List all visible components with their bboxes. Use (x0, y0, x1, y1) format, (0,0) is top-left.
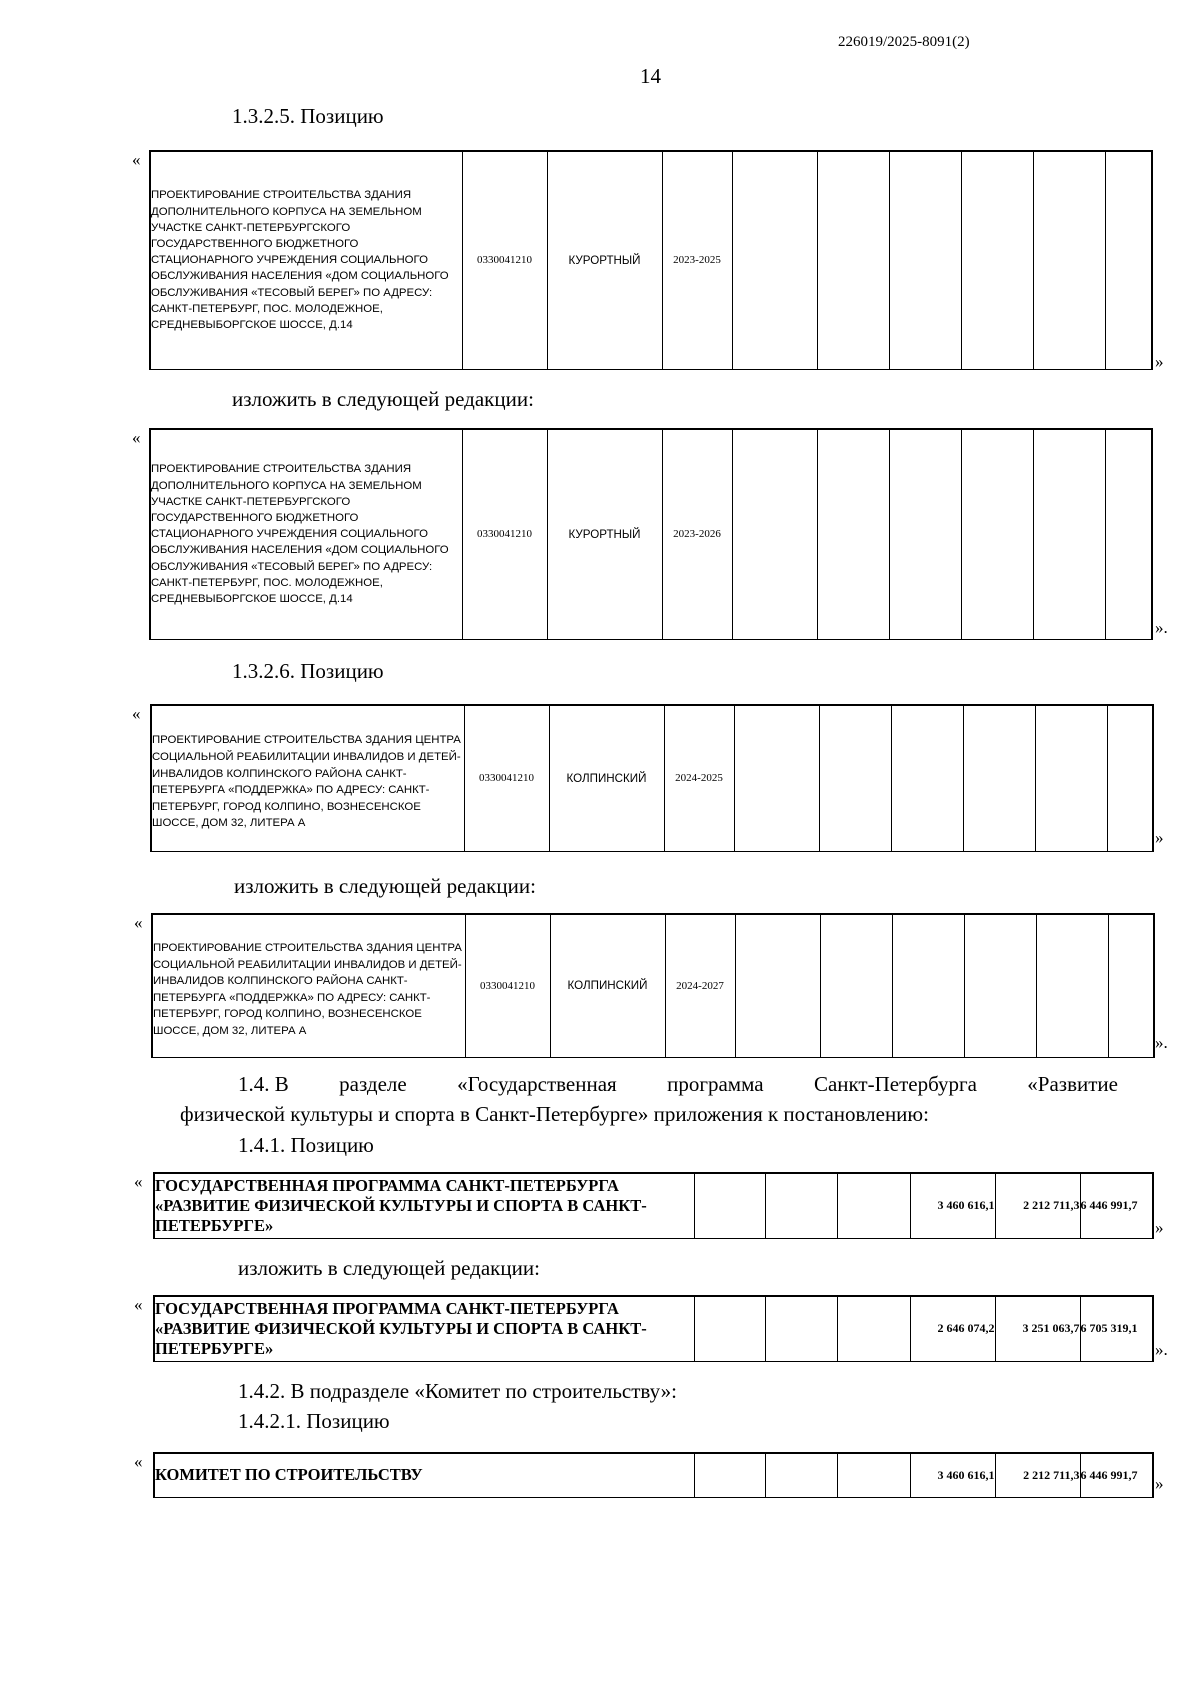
replace-text: изложить в следующей редакции: (238, 1256, 540, 1280)
value-cell: 2 646 074,2 (910, 1296, 995, 1361)
years-cell: 2024-2025 (664, 705, 734, 851)
program-name-cell: ГОСУДАРСТВЕННАЯ ПРОГРАММА САНКТ-ПЕТЕРБУРГА «РАЗВИТИЕ ФИЗИЧЕСКОЙ КУЛЬТУРЫ И СПОРТА В САНКТ-ПЕТЕРБУРГЕ» (154, 1296, 694, 1361)
position-table-revised (149, 428, 1153, 640)
years-cell: 2023-2026 (662, 429, 732, 639)
quote-open: « (134, 1172, 143, 1191)
quote-open: « (134, 1295, 143, 1314)
quote-open: « (134, 1452, 143, 1471)
code-cell: 0330041210 (464, 705, 549, 851)
code-cell: 0330041210 (465, 914, 550, 1057)
object-name-cell: ПРОЕКТИРОВАНИЕ СТРОИТЕЛЬСТВА ЗДАНИЯ ЦЕНТРА СОЦИАЛЬНОЙ РЕАБИЛИТАЦИИ ИНВАЛИДОВ И ДЕТЕЙ-ИНВАЛИДОВ КОЛПИНСКОГО РАЙОНА САНКТ-ПЕТЕРБУРГА «ПОДДЕРЖКА» ПО АДРЕСУ: САНКТ-ПЕТЕРБУРГ, ГОРОД КОЛПИНО, ВОЗНЕСЕНСКОЕ ШОССЕ, ДОМ 32, ЛИТЕРА А (152, 914, 465, 1057)
quote-open: « (132, 150, 141, 169)
quote-close: » (1155, 352, 1164, 371)
section-heading-142: 1.4.2. В подразделе «Комитет по строительству»: (238, 1379, 677, 1403)
object-name-cell: ПРОЕКТИРОВАНИЕ СТРОИТЕЛЬСТВА ЗДАНИЯ ЦЕНТРА СОЦИАЛЬНОЙ РЕАБИЛИТАЦИИ ИНВАЛИДОВ И ДЕТЕЙ-ИНВАЛИДОВ КОЛПИНСКОГО РАЙОНА САНКТ-ПЕТЕРБУРГА «ПОДДЕРЖКА» ПО АДРЕСУ: САНКТ-ПЕТЕРБУРГ, ГОРОД КОЛПИНО, ВОЗНЕСЕНСКОЕ ШОССЕ, ДОМ 32, ЛИТЕРА А (151, 705, 464, 851)
section-heading-1326: 1.3.2.6. Позицию (232, 659, 384, 683)
section-14-line1: 1.4. В разделе «Государственная программа Санкт-Петербурга «Развитие (238, 1072, 1118, 1096)
value-cell: 2 212 711,3 (995, 1453, 1080, 1497)
replace-text: изложить в следующей редакции: (232, 387, 534, 411)
value-cell: 3 460 616,1 (910, 1173, 995, 1238)
value-cell: 6 446 991,7 (1080, 1453, 1153, 1497)
section-14-line2: физической культуры и спорта в Санкт-Петербурге» приложения к постановлению: (180, 1102, 929, 1126)
section-heading-1421: 1.4.2.1. Позицию (238, 1409, 390, 1433)
code-cell: 0330041210 (462, 429, 547, 639)
quote-close: » (1155, 1218, 1164, 1237)
section-heading-141: 1.4.1. Позицию (238, 1133, 374, 1157)
code-cell: 0330041210 (462, 151, 547, 369)
quote-open: « (132, 704, 141, 723)
district-cell: КУРОРТНЫЙ (547, 429, 662, 639)
years-cell: 2023-2025 (662, 151, 732, 369)
quote-close: ». (1155, 1033, 1168, 1052)
quote-close: ». (1155, 1340, 1168, 1359)
position-table-original (150, 704, 1154, 852)
quote-open: « (132, 428, 141, 447)
committee-table (153, 1452, 1154, 1498)
quote-close: » (1155, 828, 1164, 847)
value-cell: 6 446 991,7 (1080, 1173, 1153, 1238)
quote-open: « (134, 913, 143, 932)
replace-text: изложить в следующей редакции: (234, 874, 536, 898)
position-table-revised (151, 913, 1155, 1058)
page-number: 14 (640, 64, 661, 88)
district-cell: КОЛПИНСКИЙ (549, 705, 664, 851)
quote-close: » (1155, 1474, 1164, 1493)
section-heading-1325: 1.3.2.5. Позицию (232, 104, 384, 128)
value-cell: 2 212 711,3 (995, 1173, 1080, 1238)
document-number: 226019/2025-8091(2) (838, 34, 970, 50)
program-name-cell: ГОСУДАРСТВЕННАЯ ПРОГРАММА САНКТ-ПЕТЕРБУРГА «РАЗВИТИЕ ФИЗИЧЕСКОЙ КУЛЬТУРЫ И СПОРТА В САНКТ-ПЕТЕРБУРГЕ» (154, 1173, 694, 1238)
district-cell: КОЛПИНСКИЙ (550, 914, 665, 1057)
quote-close: ». (1155, 618, 1168, 637)
program-table-revised (153, 1295, 1154, 1362)
value-cell: 3 251 063,7 (995, 1296, 1080, 1361)
committee-name-cell: КОМИТЕТ ПО СТРОИТЕЛЬСТВУ (154, 1453, 694, 1497)
object-name-cell: ПРОЕКТИРОВАНИЕ СТРОИТЕЛЬСТВА ЗДАНИЯ ДОПОЛНИТЕЛЬНОГО КОРПУСА НА ЗЕМЕЛЬНОМ УЧАСТКЕ САНКТ-ПЕТЕРБУРГСКОГО ГОСУДАРСТВЕННОГО БЮДЖЕТНОГО СТАЦИОНАРНОГО УЧРЕЖДЕНИЯ СОЦИАЛЬНОГО ОБСЛУЖИВАНИЯ НАСЕЛЕНИЯ «ДОМ СОЦИАЛЬНОГО ОБСЛУЖИВАНИЯ «ТЕСОВЫЙ БЕРЕГ» ПО АДРЕСУ: САНКТ-ПЕТЕРБУРГ, ПОС. МОЛОДЕЖНОЕ, СРЕДНЕВЫБОРГСКОЕ ШОССЕ, Д.14 (150, 429, 462, 639)
value-cell: 6 705 319,1 (1080, 1296, 1153, 1361)
program-table-original (153, 1172, 1154, 1239)
position-table-original (149, 150, 1153, 370)
years-cell: 2024-2027 (665, 914, 735, 1057)
object-name-cell: ПРОЕКТИРОВАНИЕ СТРОИТЕЛЬСТВА ЗДАНИЯ ДОПОЛНИТЕЛЬНОГО КОРПУСА НА ЗЕМЕЛЬНОМ УЧАСТКЕ САНКТ-ПЕТЕРБУРГСКОГО ГОСУДАРСТВЕННОГО БЮДЖЕТНОГО СТАЦИОНАРНОГО УЧРЕЖДЕНИЯ СОЦИАЛЬНОГО ОБСЛУЖИВАНИЯ НАСЕЛЕНИЯ «ДОМ СОЦИАЛЬНОГО ОБСЛУЖИВАНИЯ «ТЕСОВЫЙ БЕРЕГ» ПО АДРЕСУ: САНКТ-ПЕТЕРБУРГ, ПОС. МОЛОДЕЖНОЕ, СРЕДНЕВЫБОРГСКОЕ ШОССЕ, Д.14 (150, 151, 462, 369)
district-cell: КУРОРТНЫЙ (547, 151, 662, 369)
value-cell: 3 460 616,1 (910, 1453, 995, 1497)
